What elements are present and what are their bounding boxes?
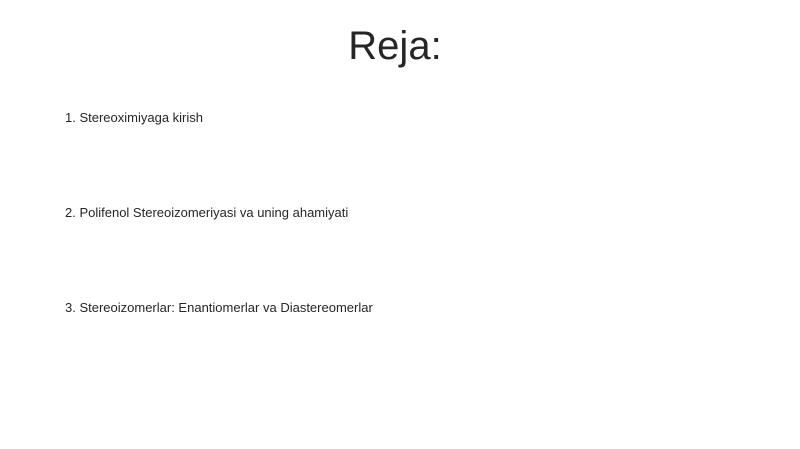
agenda-list — [65, 108, 765, 393]
agenda-item: 2. Polifenol Stereoizomeriyasi va uning ahamiyati — [65, 205, 349, 220]
agenda-item: 1. Stereoximiyaga kirish — [65, 110, 203, 125]
agenda-item: 3. Stereoizomerlar: Enantiomerlar va Diastereomerlar — [65, 300, 373, 315]
slide-title: Reja: — [348, 24, 442, 68]
